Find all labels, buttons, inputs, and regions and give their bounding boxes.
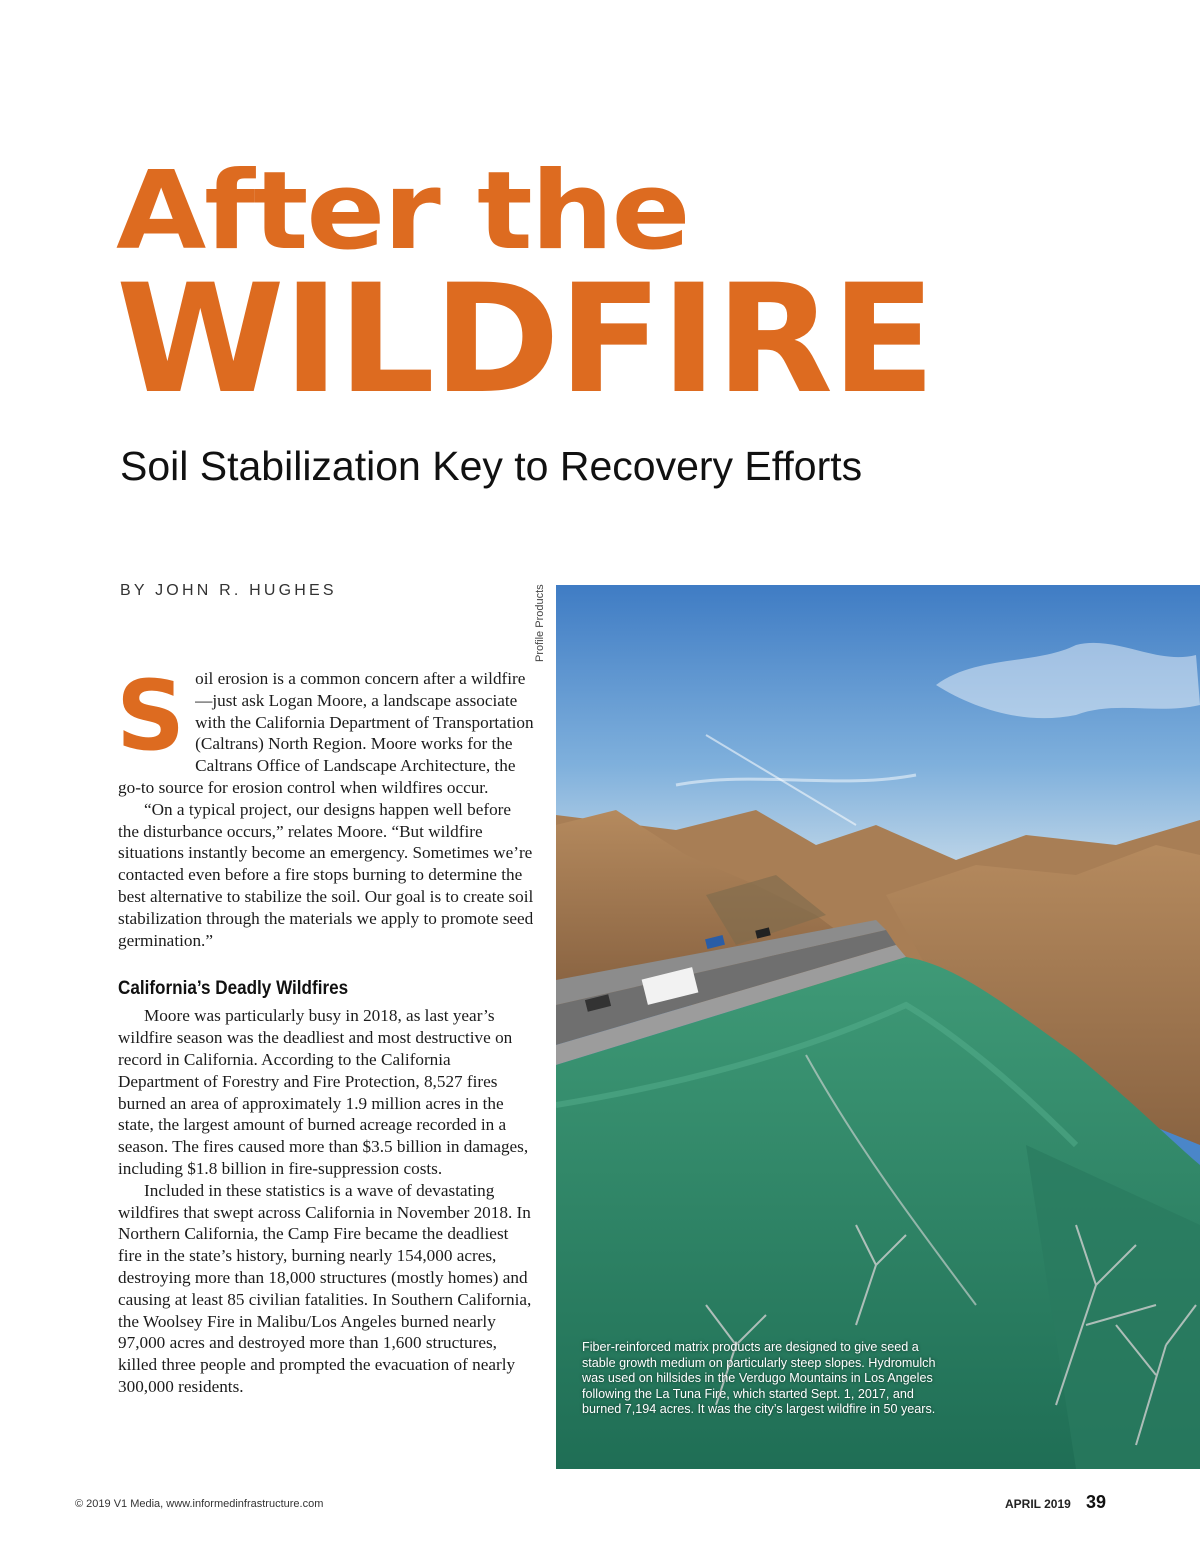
paragraph: Moore was particularly busy in 2018, as last year’s wildfire season was the deadliest and most destructive on record in California. According to the California Department of Forestry and Fire Protection, 8,527 fires burned an area of approximately 1.9 million acres in the state, the largest amount of burned acreage recorded in a season. The fires caused more than $3.5 billion in damages, including $1.8 billion in fire-suppression costs. (118, 1006, 529, 1178)
subtitle: Soil Stabilization Key to Recovery Efforts (120, 443, 863, 489)
byline: BY JOHN R. HUGHES (120, 582, 337, 599)
section-heading: California’s Deadly Wildfires (118, 978, 349, 1000)
page-number: 39 (1086, 1492, 1107, 1512)
hillside-photo (556, 585, 1200, 1469)
title-line-1: After the (116, 149, 689, 274)
drop-cap: S (116, 660, 186, 772)
photo-credit: Profile Products (534, 584, 546, 662)
copyright: © 2019 V1 Media, www.informedinfrastructure.com (75, 1498, 324, 1510)
hillside-photo-illustration (556, 585, 1200, 1469)
article-body (118, 636, 536, 1398)
title-line-2: WILDFIRE (116, 253, 934, 427)
intro-text: oil erosion is a common concern after a wildfire—just ask Logan Moore, a landscape associate with the California Department of Transportation (Caltrans) North Region. Moore works for the Caltrans Office of Landscape Architecture, the go-to source for erosion control when wildfires occur. (118, 669, 534, 797)
issue-date: APRIL 2019 (1005, 1497, 1071, 1511)
photo-caption: Fiber-reinforced matrix products are designed to give seed a stable growth medium on particularly steep slopes. Hydromulch was used on hillsides in the Verdugo Mountains in Los Angeles following the La Tuna Fire, which started Sept. 1, 2017, and burned 7,194 acres. It was the city’s largest wildfire in 50 years. (582, 1340, 936, 1417)
paragraph: “On a typical project, our designs happen well before the disturbance occurs,” relates Moore. “But wildfire situations instantly become an emergency. Sometimes we’re contacted even before a fire stops burning to determine the best alternative to stabilize the soil. Our goal is to create soil stabilization through the materials we apply to promote seed germination.” (118, 799, 534, 950)
intro-paragraph (118, 636, 536, 799)
paragraph: Included in these statistics is a wave of devastating wildfires that swept across California in November 2018. In Northern California, the Camp Fire became the deadliest fire in the state’s history, burning nearly 154,000 acres, destroying more than 18,000 structures (mostly homes) and causing at least 85 civilian fatalities. In Southern California, the Woolsey Fire in Malibu/Los Angeles burned nearly 97,000 acres and destroyed more than 1,600 structures, killed three people and prompted the evacuation of nearly 300,000 residents. (118, 1180, 532, 1396)
